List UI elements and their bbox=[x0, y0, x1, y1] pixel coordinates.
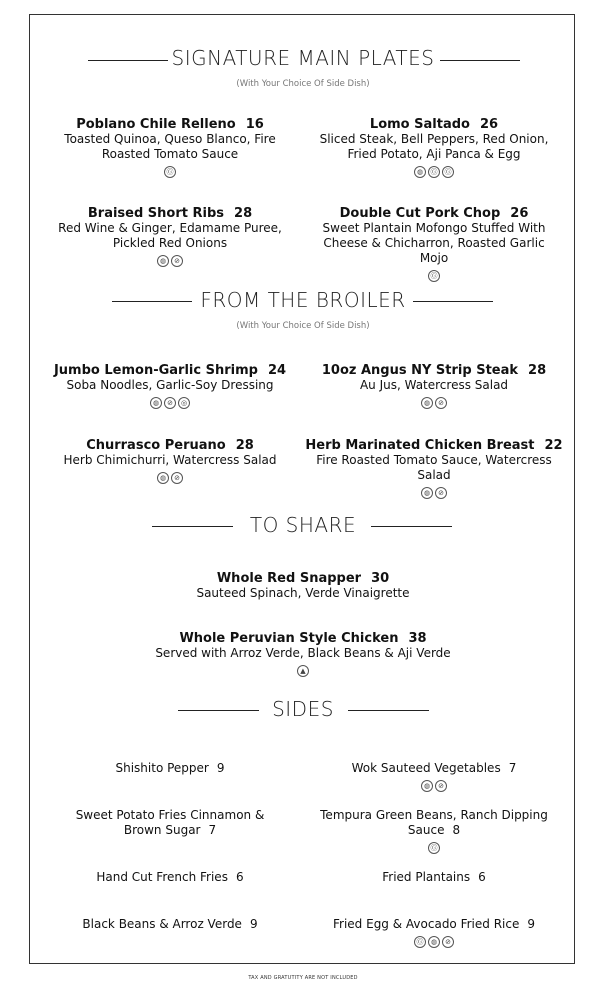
side-name: Fried Egg & Avocado Fried Rice bbox=[333, 917, 520, 931]
item-name: Whole Peruvian Style Chicken bbox=[179, 631, 399, 646]
dairy-free-icon: ◍ bbox=[421, 397, 433, 409]
item-name: Churrasco Peruano bbox=[86, 438, 226, 453]
gluten-free-icon: Ⓖ bbox=[428, 842, 440, 854]
side-item bbox=[55, 808, 285, 838]
item-name: Herb Marinated Chicken Breast bbox=[305, 438, 535, 453]
section-title-sides: SIDES bbox=[272, 697, 334, 721]
gluten-free-icon: Ⓖ bbox=[164, 166, 176, 178]
menu-item bbox=[308, 206, 560, 283]
section-note-broiler: (With Your Choice Of Side Dish) bbox=[236, 321, 370, 331]
item-description: Fire Roasted Tomato Sauce, Watercress Salad bbox=[316, 453, 552, 482]
nut-free-icon: ⊘ bbox=[171, 255, 183, 267]
menu-item bbox=[45, 363, 295, 410]
dairy-free-icon: ◍ bbox=[428, 936, 440, 948]
item-name: Jumbo Lemon-Garlic Shrimp bbox=[53, 363, 258, 378]
side-price: 7 bbox=[508, 761, 517, 775]
side-item bbox=[318, 808, 550, 855]
side-name: Wok Sauteed Vegetables bbox=[351, 761, 501, 775]
side-item bbox=[308, 917, 560, 949]
item-description: Au Jus, Watercress Salad bbox=[359, 378, 509, 392]
dairy-free-icon: ◍ bbox=[421, 487, 433, 499]
dairy-free-icon: ◍ bbox=[414, 166, 426, 178]
nut-free-icon: ⊘ bbox=[171, 472, 183, 484]
item-description: Sauteed Spinach, Verde Vinaigrette bbox=[196, 586, 410, 600]
side-name: Black Beans & Arroz Verde bbox=[82, 917, 242, 931]
dairy-free-icon: ◍ bbox=[150, 397, 162, 409]
side-name: Shishito Pepper bbox=[115, 761, 209, 775]
footer-note: TAX AND GRATUTITY ARE NOT INCLUDED bbox=[248, 975, 358, 981]
side-name: Sweet Potato Fries Cinnamon & Brown Sugar bbox=[75, 808, 265, 837]
nut-free-icon: ⊘ bbox=[164, 397, 176, 409]
item-description: Sweet Plantain Mofongo Stuffed With Cheese & Chicharron, Roasted Garlic Mojo bbox=[322, 221, 546, 265]
item-name: Braised Short Ribs bbox=[87, 206, 225, 221]
side-price: 9 bbox=[527, 917, 535, 931]
side-item bbox=[45, 870, 295, 885]
gluten-free-icon: Ⓖ bbox=[414, 936, 426, 948]
side-price: 6 bbox=[235, 870, 244, 884]
menu-item bbox=[100, 631, 506, 678]
item-name: Poblano Chile Relleno bbox=[76, 117, 236, 132]
side-name: Fried Plantains bbox=[382, 870, 471, 884]
dairy-free-icon: ◍ bbox=[157, 472, 169, 484]
section-title-broiler: FROM THE BROILER bbox=[200, 288, 406, 312]
side-name: Tempura Green Beans, Ranch Dipping Sauce bbox=[320, 808, 548, 837]
dairy-free-icon: ◍ bbox=[157, 255, 169, 267]
side-item bbox=[308, 870, 560, 885]
menu-item bbox=[302, 438, 566, 500]
menu-item bbox=[308, 117, 560, 179]
item-name: Whole Red Snapper bbox=[216, 571, 362, 586]
side-item bbox=[45, 917, 295, 932]
side-price: 9 bbox=[216, 761, 225, 775]
section-note-main: (With Your Choice Of Side Dish) bbox=[236, 79, 370, 89]
gluten-free-icon: Ⓖ bbox=[428, 166, 440, 178]
gluten-free-icon: Ⓖ bbox=[428, 270, 440, 282]
shellfish-icon: ◎ bbox=[178, 397, 190, 409]
item-price: 22 bbox=[544, 438, 563, 453]
side-name: Hand Cut French Fries bbox=[96, 870, 228, 884]
item-description: Served with Arroz Verde, Black Beans & Aji Verde bbox=[155, 646, 451, 660]
item-price: 24 bbox=[267, 363, 287, 378]
section-title-main: SIGNATURE MAIN PLATES bbox=[171, 46, 435, 70]
item-price: 16 bbox=[245, 117, 264, 132]
side-price: 7 bbox=[208, 823, 217, 837]
side-item bbox=[308, 761, 560, 793]
item-description: Soba Noodles, Garlic-Soy Dressing bbox=[66, 378, 274, 392]
menu-item bbox=[100, 571, 506, 601]
menu-item bbox=[45, 438, 295, 485]
item-price: 28 bbox=[234, 206, 253, 221]
item-price: 26 bbox=[479, 117, 499, 132]
nut-free-icon: ⊘ bbox=[435, 397, 447, 409]
item-description: Red Wine & Ginger, Edamame Puree, Pickled Red Onions bbox=[58, 221, 282, 250]
item-name: Double Cut Pork Chop bbox=[339, 206, 501, 221]
item-name: 10oz Angus NY Strip Steak bbox=[321, 363, 519, 378]
item-description: Herb Chimichurri, Watercress Salad bbox=[63, 453, 277, 467]
item-price: 28 bbox=[528, 363, 547, 378]
nut-free-icon: ⊘ bbox=[435, 780, 447, 792]
item-price: 38 bbox=[408, 631, 427, 646]
item-description: Toasted Quinoa, Queso Blanco, Fire Roasted Tomato Sauce bbox=[64, 132, 276, 161]
section-title-share: TO SHARE bbox=[249, 513, 357, 537]
dairy-free-icon: ◍ bbox=[421, 780, 433, 792]
nut-free-icon: ⊘ bbox=[442, 936, 454, 948]
item-price: 28 bbox=[235, 438, 254, 453]
side-price: 8 bbox=[452, 823, 461, 837]
item-price: 30 bbox=[371, 571, 390, 586]
side-price: 9 bbox=[249, 917, 258, 931]
side-price: 6 bbox=[478, 870, 486, 884]
item-price: 26 bbox=[510, 206, 529, 221]
menu-item bbox=[45, 206, 295, 268]
menu-item bbox=[308, 363, 560, 410]
menu-item bbox=[45, 117, 295, 179]
nut-free-icon: ⊘ bbox=[435, 487, 447, 499]
item-description: Sliced Steak, Bell Peppers, Red Onion, Fried Potato, Aji Panca & Egg bbox=[319, 132, 549, 161]
side-item bbox=[45, 761, 295, 776]
spicy-icon: ▲ bbox=[297, 665, 309, 677]
gluten-free-icon: Ⓖ bbox=[442, 166, 454, 178]
item-name: Lomo Saltado bbox=[369, 117, 470, 132]
